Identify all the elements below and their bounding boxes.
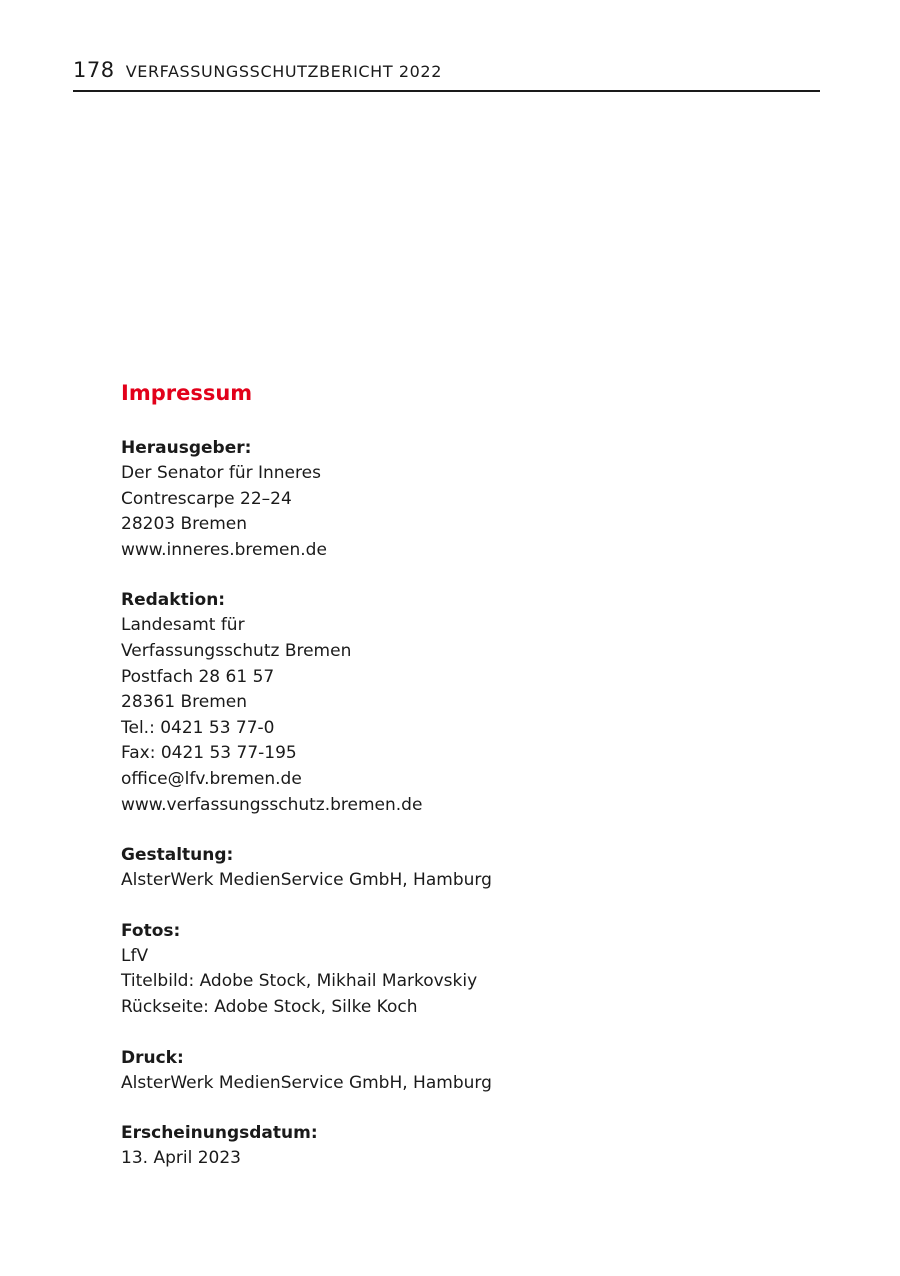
editor-name-line-2: Verfassungsschutz Bremen bbox=[121, 640, 352, 661]
section-druck bbox=[121, 1045, 761, 1097]
editor-po-box: Postfach 28 61 57 bbox=[121, 666, 275, 687]
publication-date: 13. April 2023 bbox=[121, 1148, 241, 1169]
section-label: Druck: bbox=[121, 1047, 184, 1068]
running-header bbox=[73, 58, 820, 92]
publisher-name: Der Senator für Inneres bbox=[121, 463, 321, 483]
section-gestaltung bbox=[121, 842, 761, 894]
photo-credit-cover: Titelbild: Adobe Stock, Mikhail Markovskiy bbox=[121, 971, 478, 992]
editor-fax: Fax: 0421 53 77-195 bbox=[121, 743, 297, 764]
editor-name-line-1: Landesamt für bbox=[121, 615, 245, 636]
impressum-block bbox=[121, 378, 761, 1196]
printer: AlsterWerk MedienService GmbH, Hamburg bbox=[121, 1072, 492, 1093]
section-label: Redaktion: bbox=[121, 590, 226, 611]
section-erscheinungsdatum bbox=[121, 1120, 761, 1172]
editor-city: 28361 Bremen bbox=[121, 692, 248, 713]
publisher-street: Contrescarpe 22–24 bbox=[121, 488, 292, 509]
photo-credit-back: Rückseite: Adobe Stock, Silke Koch bbox=[121, 996, 418, 1017]
publisher-city: 28203 Bremen bbox=[121, 514, 248, 535]
section-label: Fotos: bbox=[121, 920, 181, 941]
section-label: Herausgeber: bbox=[121, 438, 252, 458]
section-herausgeber bbox=[121, 435, 761, 563]
editor-phone: Tel.: 0421 53 77-0 bbox=[121, 717, 275, 738]
impressum-title: Impressum bbox=[121, 381, 253, 405]
section-label: Erscheinungsdatum: bbox=[121, 1123, 318, 1144]
section-redaktion bbox=[121, 587, 761, 818]
page-number: 178 bbox=[73, 58, 115, 82]
section-fotos bbox=[121, 918, 761, 1021]
design-agency: AlsterWerk MedienService GmbH, Hamburg bbox=[121, 870, 492, 891]
running-header-title: VERFASSUNGSSCHUTZBERICHT 2022 bbox=[125, 62, 442, 81]
editor-website: www.verfassungsschutz.bremen.de bbox=[121, 794, 423, 815]
photo-credit-lfv: LfV bbox=[121, 945, 149, 966]
publisher-website: www.inneres.bremen.de bbox=[121, 539, 327, 560]
editor-email: office@lfv.bremen.de bbox=[121, 768, 302, 789]
section-label: Gestaltung: bbox=[121, 845, 234, 866]
